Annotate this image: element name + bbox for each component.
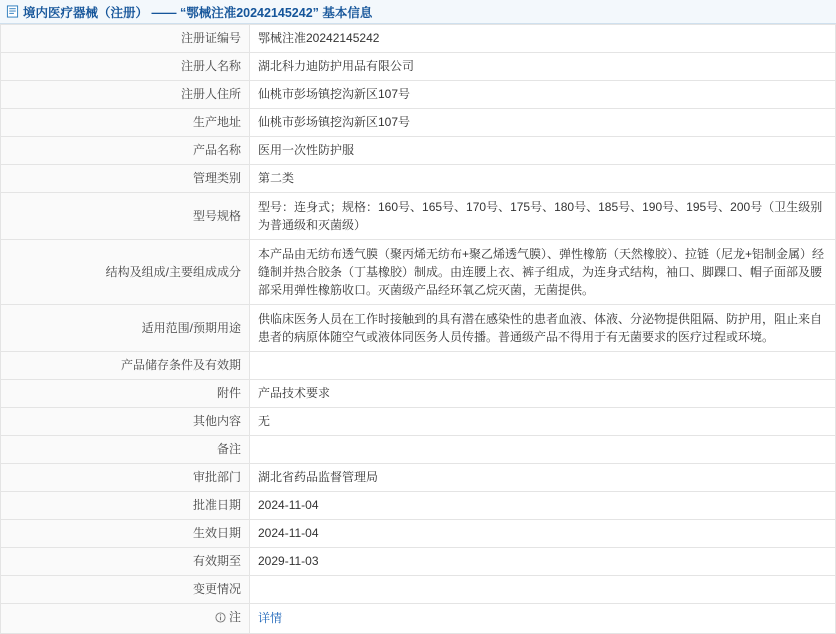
table-row [1,352,836,380]
info-icon [215,612,226,623]
row-label: 产品名称 [1,137,250,165]
table-row [1,380,836,408]
row-label: 批准日期 [1,492,250,520]
table-row-note [1,604,836,634]
row-label: 生效日期 [1,520,250,548]
table-row [1,81,836,109]
row-label: 注册人住所 [1,81,250,109]
note-label-cell [1,604,250,634]
row-value: 医用一次性防护服 [250,137,836,165]
table-row [1,137,836,165]
table-row [1,576,836,604]
page-title: 境内医疗器械（注册） —— “鄂械注准20242145242” 基本信息 [23,5,373,20]
row-value: 型号：连身式；规格：160号、165号、170号、175号、180号、185号、190号、195号、200号（卫生级别为普通级和灭菌级） [250,193,836,240]
row-value: 本产品由无纺布透气膜（聚丙烯无纺布+聚乙烯透气膜）、弹性橡筋（天然橡胶）、拉链（尼龙+铝制金属）经缝制并热合胶条（丁基橡胶）制成。由连腰上衣、裤子组成，为连身式结构，袖口、脚踝口、帽子面部及腰部采用弹性橡筋收口。灭菌级产品经环氧乙烷灭菌，无菌提供。 [250,240,836,305]
registration-info-table [0,24,836,634]
row-label: 结构及组成/主要组成成分 [1,240,250,305]
table-row [1,520,836,548]
row-label: 变更情况 [1,576,250,604]
row-label: 其他内容 [1,408,250,436]
row-label: 型号规格 [1,193,250,240]
table-row [1,193,836,240]
row-value: 2024-11-04 [250,492,836,520]
table-row [1,165,836,193]
row-value: 湖北科力迪防护用品有限公司 [250,53,836,81]
table-row [1,464,836,492]
table-row [1,25,836,53]
table-row [1,492,836,520]
row-value [250,436,836,464]
row-value: 仙桃市彭场镇挖沟新区107号 [250,81,836,109]
row-value [250,352,836,380]
table-row [1,436,836,464]
table-row [1,240,836,305]
details-link[interactable]: 详情 [258,611,283,625]
table-row [1,305,836,352]
row-label: 适用范围/预期用途 [1,305,250,352]
row-value: 鄂械注准20242145242 [250,25,836,53]
row-label: 生产地址 [1,109,250,137]
page-header [0,0,836,24]
row-label: 产品储存条件及有效期 [1,352,250,380]
row-value: 无 [250,408,836,436]
note-label: 注 [228,610,241,624]
row-value: 湖北省药品监督管理局 [250,464,836,492]
table-row [1,53,836,81]
table-row [1,408,836,436]
row-label: 注册人名称 [1,53,250,81]
row-label: 审批部门 [1,464,250,492]
table-row [1,109,836,137]
note-value-cell [250,604,836,634]
table-row [1,548,836,576]
row-label: 注册证编号 [1,25,250,53]
row-value: 2029-11-03 [250,548,836,576]
row-value: 仙桃市彭场镇挖沟新区107号 [250,109,836,137]
row-label: 附件 [1,380,250,408]
row-value: 产品技术要求 [250,380,836,408]
row-value: 2024-11-04 [250,520,836,548]
row-label: 有效期至 [1,548,250,576]
document-icon [6,5,19,18]
row-value: 供临床医务人员在工作时接触到的具有潜在感染性的患者血液、体液、分泌物提供阻隔、防护用，阻止来自患者的病原体随空气或液体同医务人员传播。普通级产品不得用于有无菌要求的医疗过程或环境。 [250,305,836,352]
row-label: 备注 [1,436,250,464]
row-value: 第二类 [250,165,836,193]
row-label: 管理类别 [1,165,250,193]
row-value [250,576,836,604]
